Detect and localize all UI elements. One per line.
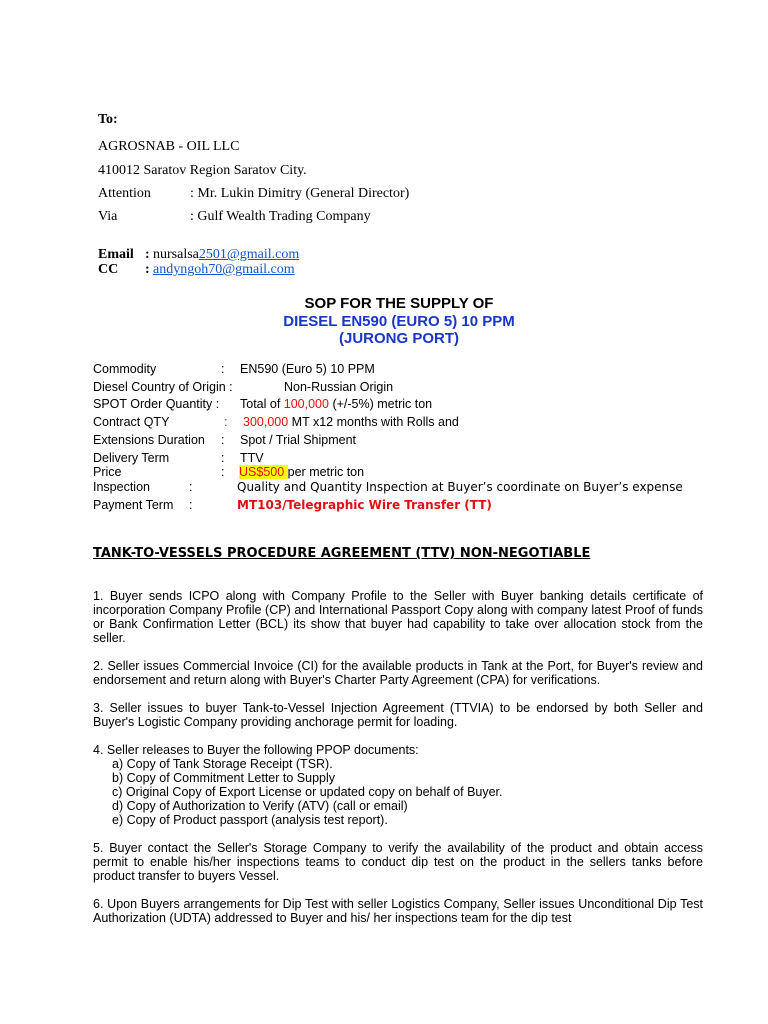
to-label: To:: [98, 112, 118, 127]
list-item: c) Original Copy of Export License or updated copy on behalf of Buyer.: [112, 785, 503, 799]
attention-value: : Mr. Lukin Dimitry (General Director): [190, 186, 410, 201]
payment-colon: :: [189, 498, 193, 512]
attention-label: Attention: [98, 186, 151, 201]
delivery-value: TTV: [240, 451, 264, 465]
inspection-colon: :: [189, 480, 193, 494]
inspection-value: Quality and Quantity Inspection at Buyer’s coordinate on Buyer’s expense: [237, 480, 683, 494]
email-colon: :: [145, 247, 150, 262]
procedure-step-2-text: 2. Seller issues Commercial Invoice (CI) for the available products in Tank at the Port, for Buyer's review and endorsement and return along with Buyer's Charter Party Agreement (CPA) for verifications.: [93, 659, 703, 687]
via-value: : Gulf Wealth Trading Company: [190, 209, 371, 224]
spot-label: SPOT Order Quantity :: [93, 397, 220, 411]
extensions-label: Extensions Duration: [93, 433, 205, 447]
spot-value-pre: Total of: [240, 397, 284, 411]
commodity-colon: :: [221, 362, 225, 376]
list-item: a) Copy of Tank Storage Receipt (TSR).: [112, 757, 333, 771]
cc-link[interactable]: andyngoh70@gmail.com: [153, 262, 295, 277]
procedure-step-3-text: 3. Seller issues to buyer Tank-to-Vessel Injection Agreement (TTVIA) to be endorsed by both Seller and Buyer's Logistic Company providing anchorage permit for loading.: [93, 701, 703, 729]
procedure-step-2: [93, 659, 703, 687]
procedure-step-1: [93, 589, 703, 645]
recipient-address: 410012 Saratov Region Saratov City.: [98, 163, 307, 178]
procedure-step-4: [93, 743, 703, 827]
price-value: [239, 465, 364, 479]
cc-line: [153, 262, 295, 278]
email-label: Email: [98, 247, 134, 262]
procedure-step-6-text: 6. Upon Buyers arrangements for Dip Test with seller Logistics Company, Seller issues Unconditional Dip Test Authorization (UDTA) addressed to Buyer and his/ her inspections team for the dip test: [93, 897, 703, 925]
cc-colon: :: [145, 262, 150, 277]
email-link[interactable]: 2501@gmail.com: [198, 247, 300, 262]
list-item: b) Copy of Commitment Letter to Supply: [112, 771, 336, 785]
procedure-step-6: [93, 897, 703, 925]
procedure-step-4-text: 4. Seller releases to Buyer the following PPOP documents:: [93, 743, 419, 757]
inspection-label: Inspection: [93, 480, 150, 494]
contract-label: Contract QTY: [93, 415, 170, 429]
contract-value: [243, 415, 459, 429]
payment-label: Payment Term: [93, 498, 174, 512]
title-line-3: (JURONG PORT): [339, 330, 459, 347]
procedure-heading: TANK-TO-VESSELS PROCEDURE AGREEMENT (TTV) NON-NEGOTIABLE: [93, 546, 591, 561]
extensions-value: Spot / Trial Shipment: [240, 433, 357, 447]
contract-colon: :: [224, 415, 228, 429]
email-line: [153, 247, 299, 263]
spot-value-post: (+/-5%) metric ton: [328, 397, 433, 411]
title-line-1: SOP FOR THE SUPPLY OF: [304, 295, 494, 312]
origin-label: Diesel Country of Origin :: [93, 380, 233, 394]
via-label: Via: [98, 209, 118, 224]
title-line-2: DIESEL EN590 (EURO 5) 10 PPM: [283, 313, 515, 330]
spot-value: [240, 397, 432, 411]
price-value-post: per metric ton: [287, 465, 365, 479]
cc-label: CC: [98, 262, 119, 277]
contract-value-post: MT x12 months with Rolls and: [288, 415, 459, 429]
procedure-step-1-text: 1. Buyer sends ICPO along with Company Profile to the Seller with Buyer banking details certificate of incorporation Company Profile (CP) and International Passport Copy along with company latest Proof of funds or Bank Confirmation Letter (BCL) its show that buyer had capability to take over allocation stock from the seller.: [93, 589, 703, 645]
commodity-label: Commodity: [93, 362, 157, 376]
price-label: Price: [93, 465, 122, 479]
list-item: e) Copy of Product passport (analysis test report).: [112, 813, 388, 827]
ppop-document-list: [93, 757, 703, 827]
price-colon: :: [221, 465, 225, 479]
recipient-company: AGROSNAB - OIL LLC: [98, 139, 240, 154]
list-item: d) Copy of Authorization to Verify (ATV) (call or email): [112, 799, 408, 813]
email-prefix: nursalsa: [153, 247, 199, 262]
procedure-step-3: [93, 701, 703, 729]
delivery-colon: :: [221, 451, 225, 465]
extensions-colon: :: [221, 433, 225, 447]
commodity-value: EN590 (Euro 5) 10 PPM: [240, 362, 375, 376]
price-amount: US$500: [239, 465, 288, 479]
contract-quantity: 300,000: [243, 415, 289, 429]
delivery-label: Delivery Term: [93, 451, 170, 465]
procedure-step-5-text: 5. Buyer contact the Seller's Storage Company to verify the availability of the product and obtain access permit to enable his/her inspections teams to conduct dip test on the product in the sellers tanks before product transfer to buyers Vessel.: [93, 841, 703, 883]
spot-quantity: 100,000: [283, 397, 329, 411]
origin-value: Non-Russian Origin: [284, 380, 394, 394]
payment-value: MT103/Telegraphic Wire Transfer (TT): [237, 498, 492, 512]
procedure-step-5: [93, 841, 703, 883]
